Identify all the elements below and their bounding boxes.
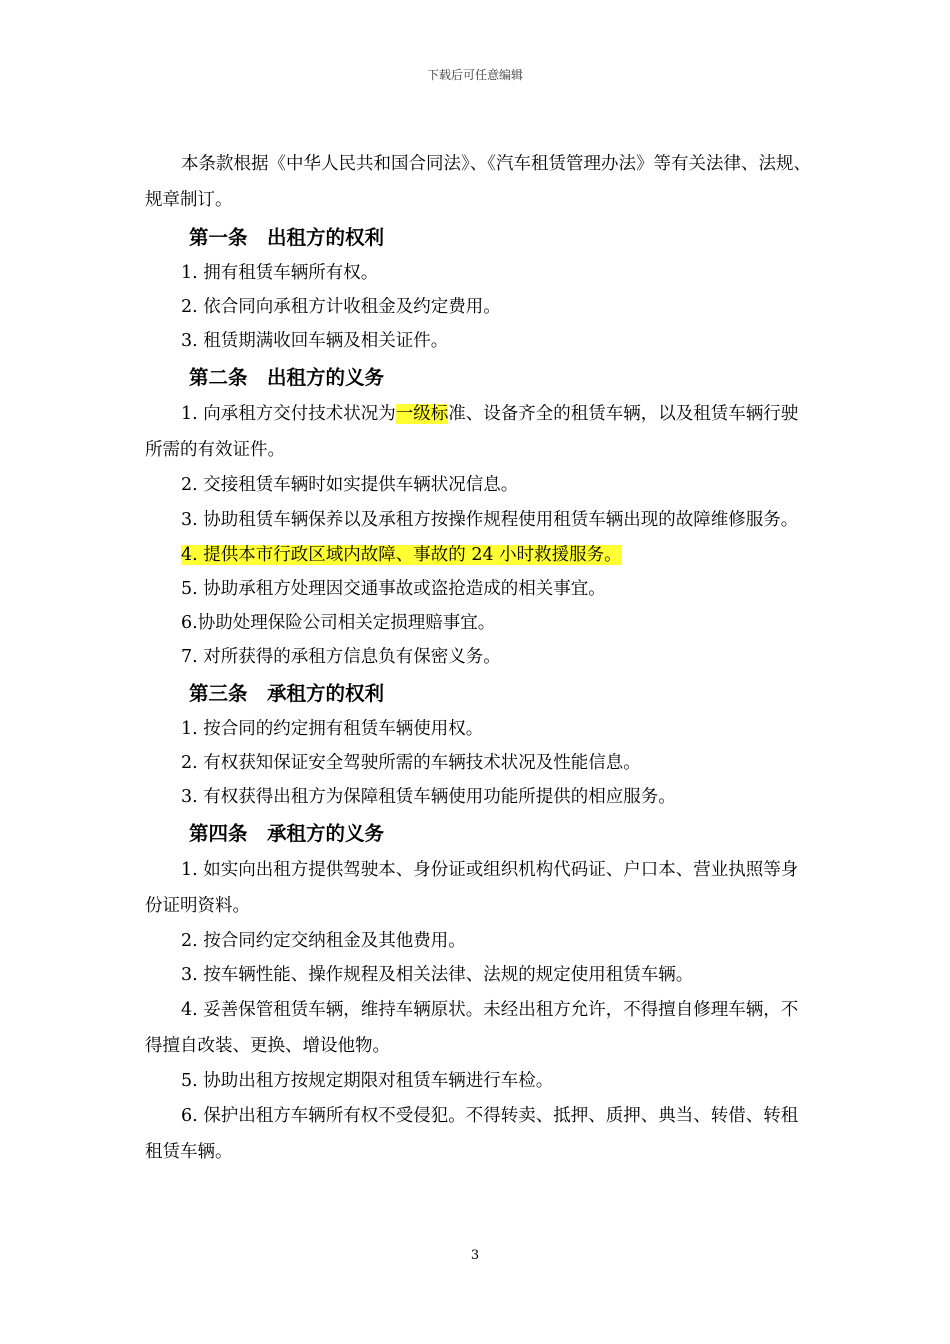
list-item: 1. 拥有租赁车辆所有权。 xyxy=(181,263,379,283)
list-item: 4. 妥善保管租赁车辆，维持车辆原状。未经出租方允许，不得擅自修理车辆，不得擅自改装、更换、增设他物。 xyxy=(145,1000,799,1056)
list-item: 1. 按合同的约定拥有租赁车辆使用权。 xyxy=(181,719,484,739)
list-item: 6.协助处理保险公司相关定损理赔事宜。 xyxy=(181,613,496,633)
section-4-title: 第四条 承租方的义务 xyxy=(189,822,385,845)
list-item: 2. 按合同约定交纳租金及其他费用。 xyxy=(181,931,466,951)
list-item: 2. 有权获知保证安全驾驶所需的车辆技术状况及性能信息。 xyxy=(181,753,641,773)
list-item: 5. 协助承租方处理因交通事故或盗抢造成的相关事宜。 xyxy=(181,579,606,599)
list-item: 2. 交接租赁车辆时如实提供车辆状况信息。 xyxy=(181,475,519,495)
list-item: 5. 协助出租方按规定期限对租赁车辆进行车检。 xyxy=(181,1071,554,1091)
list-item: 6. 保护出租方车辆所有权不受侵犯。不得转卖、抵押、质押、典当、转借、转租租赁车辆。 xyxy=(145,1106,799,1162)
list-item xyxy=(145,538,811,572)
intro-paragraph: 本条款根据《中华人民共和国合同法》、《汽车租赁管理办法》等有关法律、法规、规章制订。 xyxy=(145,154,811,210)
highlighted-text: 一级标 xyxy=(395,404,449,424)
list-item: 2. 依合同向承租方计收租金及约定费用。 xyxy=(181,297,501,317)
item-text: 1. 向承租方交付技术状况为 xyxy=(181,404,396,424)
highlighted-text: 4. 提供本市行政区域内故障、事故的 24 小时救援服务。 xyxy=(181,545,622,565)
list-item: 1. 如实向出租方提供驾驶本、身份证或组织机构代码证、户口本、营业执照等身份证明资料。 xyxy=(145,860,799,916)
section-1-title: 第一条 出租方的权利 xyxy=(189,226,385,249)
section-2-title: 第二条 出租方的义务 xyxy=(189,366,385,389)
page-number: 3 xyxy=(470,1248,480,1263)
section-3-title: 第三条 承租方的权利 xyxy=(189,682,385,705)
document-body xyxy=(145,146,811,1170)
list-item: 7. 对所获得的承租方信息负有保密义务。 xyxy=(181,647,501,667)
list-item: 3. 按车辆性能、操作规程及相关法律、法规的规定使用租赁车辆。 xyxy=(181,965,694,985)
list-item xyxy=(145,396,811,468)
list-item: 3. 租赁期满收回车辆及相关证件。 xyxy=(181,331,449,351)
item-text: 准、设备齐全的租赁车辆，以及租赁车辆行驶所需的有效证件。 xyxy=(145,404,799,460)
list-item: 3. 有权获得出租方为保障租赁车辆使用功能所提供的相应服务。 xyxy=(181,787,676,807)
page-header: 下载后可任意编辑 xyxy=(426,68,523,82)
list-item: 3. 协助租赁车辆保养以及承租方按操作规程使用租赁车辆出现的故障维修服务。 xyxy=(181,510,799,530)
